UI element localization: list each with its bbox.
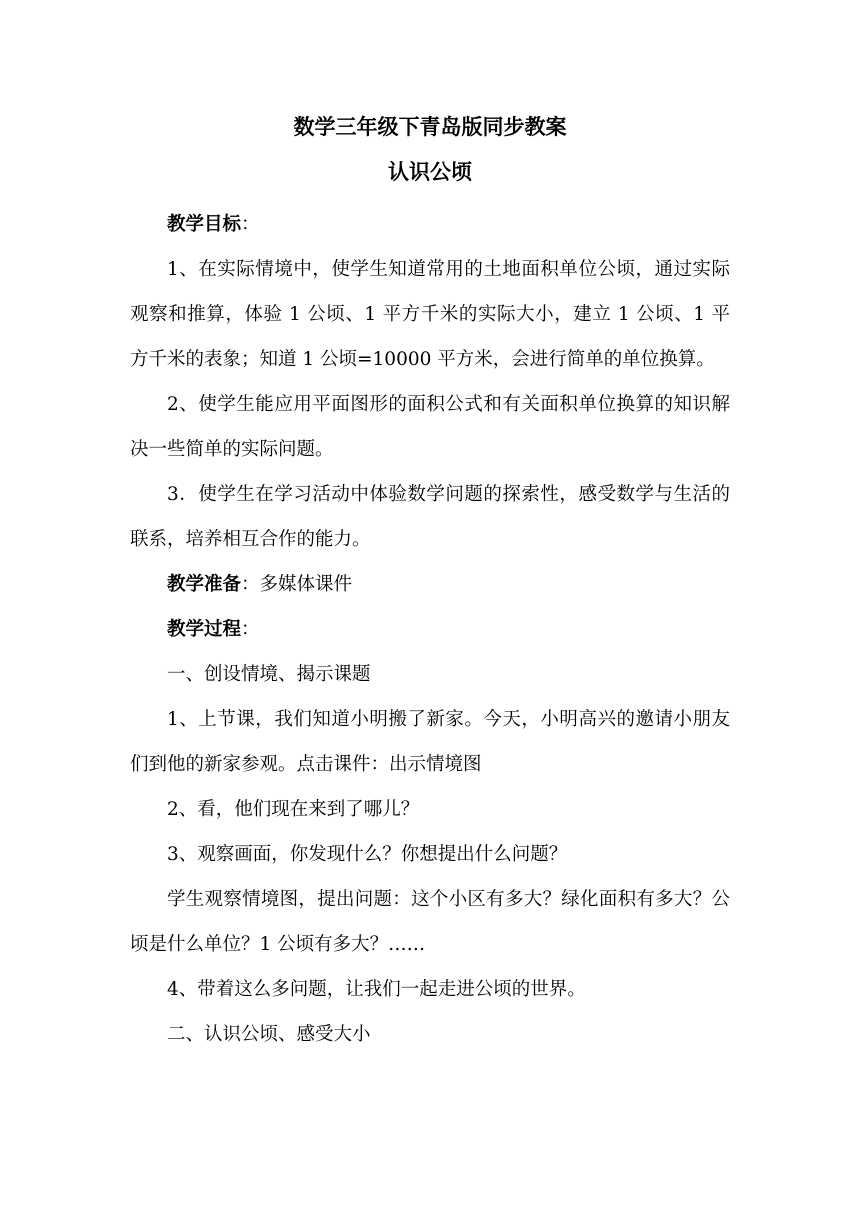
section-title-1: 一、创设情境、揭示课题	[167, 664, 371, 685]
prep-value: 多媒体课件	[259, 574, 353, 595]
heading-colon: ：	[241, 574, 260, 595]
step-4: 4、带着这么多问题，让我们一起走进公顷的世界。	[167, 979, 586, 1000]
process-heading: 教学过程	[167, 619, 242, 640]
student-response: 学生观察情境图，提出问题：这个小区有多大？绿化面积有多大？公顷是什么单位？1 公顷有多大？……	[130, 889, 730, 955]
objective-item-2: 2、使学生能应用平面图形的面积公式和有关面积单位换算的知识解决一些简单的实际问题。	[130, 394, 730, 460]
document-subtitle: 认识公顷	[388, 160, 472, 184]
objectives-heading: 教学目标	[167, 214, 242, 235]
heading-colon: ：	[241, 619, 260, 640]
step-2: 2、看，他们现在来到了哪儿？	[167, 799, 420, 820]
objectives-heading-line	[130, 202, 730, 247]
prep-line	[130, 562, 730, 607]
process-heading-line	[130, 607, 730, 652]
document-title: 数学三年级下青岛版同步教案	[293, 115, 567, 139]
objective-item-1: 1、在实际情境中，使学生知道常用的土地面积单位公顷，通过实际观察和推算，体验 1 公顷、1 平方千米的实际大小，建立 1 公顷、1 平方千米的表象；知道 1 公顷=10000 平方米，会进行简单的单位换算。	[130, 259, 730, 370]
step-3: 3、观察画面，你发现什么？你想提出什么问题？	[167, 844, 568, 865]
section-title-2: 二、认识公顷、感受大小	[167, 1024, 371, 1045]
prep-heading: 教学准备	[167, 574, 242, 595]
document-body	[130, 202, 730, 1057]
heading-colon: ：	[241, 214, 260, 235]
step-1: 1、上节课，我们知道小明搬了新家。今天，小明高兴的邀请小朋友们到他的新家参观。点击课件：出示情境图	[130, 709, 730, 775]
objective-item-3: 3．使学生在学习活动中体验数学问题的探索性，感受数学与生活的联系，培养相互合作的能力。	[130, 484, 730, 550]
